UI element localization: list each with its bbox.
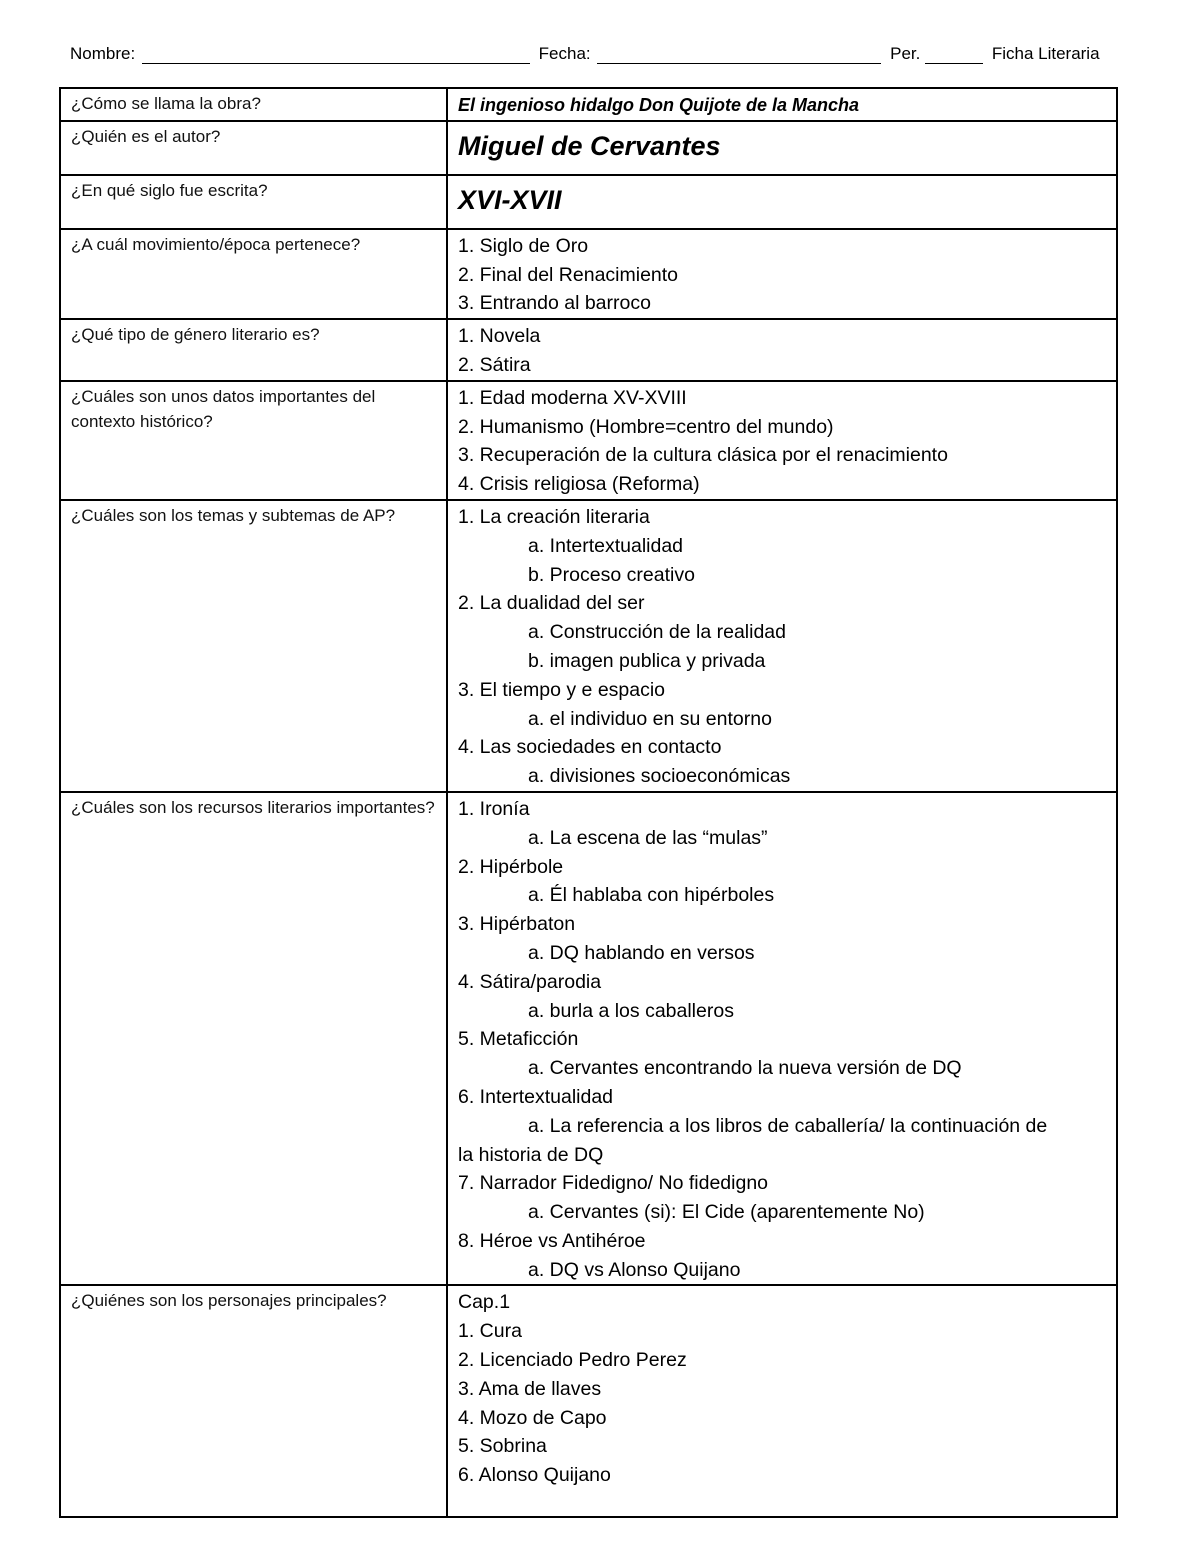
answer-item: 4. Crisis religiosa (Reforma) (458, 473, 700, 496)
answer-item: la historia de DQ (458, 1143, 604, 1166)
answer-subitem: a. Cervantes (si): El Cide (aparentemente No) (528, 1201, 925, 1224)
ficha-literaria-label: Ficha Literaria (991, 44, 1100, 63)
table-row (60, 1285, 1117, 1517)
fecha-field[interactable] (597, 45, 881, 64)
question-cell: ¿Cómo se llama la obra? (60, 88, 447, 121)
answer-subitem: b. Proceso creativo (528, 563, 695, 586)
answer-item: 1. Ironía (458, 797, 530, 820)
answer-cell (447, 381, 1117, 500)
answer-item: 5. Sobrina (458, 1435, 547, 1458)
answer-subitem: a. el individuo en su entorno (528, 707, 772, 730)
answer-item: 8. Héroe vs Antihéroe (458, 1229, 646, 1252)
answer-item: 5. Metaficción (458, 1028, 579, 1051)
answer-subitem: a. La referencia a los libros de caballería/ la continuación de (528, 1114, 1048, 1137)
answer-cell (447, 88, 1117, 121)
answer-item: 6. Alonso Quijano (458, 1464, 611, 1487)
answer-item: 4. Las sociedades en contacto (458, 736, 722, 759)
work-title: El ingenioso hidalgo Don Quijote de la Mancha (458, 95, 860, 115)
answer-item: 3. Entrando al barroco (458, 292, 651, 315)
answer-item: 1. Novela (458, 325, 541, 348)
fecha-label: Fecha: (538, 44, 591, 63)
question-cell: ¿Cuáles son los recursos literarios importantes? (60, 792, 447, 1286)
table-row (60, 175, 1117, 229)
answer-cell (447, 175, 1117, 229)
answer-item: 3. Recuperación de la cultura clásica por el renacimiento (458, 444, 948, 467)
ficha-table (59, 87, 1118, 1518)
table-row (60, 88, 1117, 121)
answer-subitem: a. Cervantes encontrando la nueva versión de DQ (528, 1057, 962, 1080)
question-cell: ¿Qué tipo de género literario es? (60, 319, 447, 381)
answer-subitem: b. imagen publica y privada (528, 649, 766, 672)
answer-item: 2. Hipérbole (458, 855, 564, 878)
answer-subitem: a. Él hablaba con hipérboles (528, 884, 775, 907)
answer-item: 6. Intertextualidad (458, 1085, 614, 1108)
answer-item: 2. Sátira (458, 353, 531, 376)
answer-cell (447, 792, 1117, 1286)
answer-item: 7. Narrador Fidedigno/ No fidedigno (458, 1172, 769, 1195)
answer-subitem: a. Construcción de la realidad (528, 621, 786, 644)
question-cell: ¿Cuáles son los temas y subtemas de AP? (60, 500, 447, 792)
answer-subitem: a. Intertextualidad (528, 534, 684, 557)
question-cell: ¿Quién es el autor? (60, 121, 447, 175)
table-row (60, 500, 1117, 792)
answer-cell (447, 229, 1117, 319)
table-row (60, 229, 1117, 319)
answer-item: 1. Siglo de Oro (458, 234, 589, 257)
question-cell: ¿A cuál movimiento/época pertenece? (60, 229, 447, 319)
answer-item: 3. Ama de llaves (458, 1377, 602, 1400)
answer-subitem: a. DQ vs Alonso Quijano (528, 1258, 741, 1281)
author-name: Miguel de Cervantes (458, 130, 721, 161)
answer-subitem: a. DQ hablando en versos (528, 941, 755, 964)
table-row (60, 381, 1117, 500)
question-cell: ¿Quiénes son los personajes principales? (60, 1285, 447, 1517)
answer-item: 2. La dualidad del ser (458, 592, 645, 615)
nombre-field[interactable] (142, 45, 530, 64)
answer-subitem: a. burla a los caballeros (528, 999, 734, 1022)
answer-item: 2. Licenciado Pedro Perez (458, 1349, 687, 1372)
answer-item: 2. Final del Renacimiento (458, 263, 679, 286)
nombre-label: Nombre: (70, 44, 136, 63)
question-cell: ¿Cuáles son unos datos importantes del contexto histórico? (60, 381, 447, 500)
answer-subitem: a. La escena de las “mulas” (528, 826, 768, 849)
answer-item: Cap.1 (458, 1291, 511, 1314)
answer-subitem: a. divisiones socioeconómicas (528, 765, 791, 788)
answer-cell (447, 121, 1117, 175)
answer-cell (447, 500, 1117, 792)
answer-item: 1. Edad moderna XV-XVIII (458, 386, 687, 409)
answer-item: 1. La creación literaria (458, 505, 650, 528)
answer-item: 3. Hipérbaton (458, 913, 576, 936)
answer-item: 2. Humanismo (Hombre=centro del mundo) (458, 415, 834, 438)
answer-item: 4. Sátira/parodia (458, 970, 602, 993)
per-label: Per. (890, 44, 921, 63)
table-row (60, 121, 1117, 175)
century: XVI-XVII (458, 184, 562, 215)
header (70, 44, 1130, 70)
question-cell: ¿En qué siglo fue escrita? (60, 175, 447, 229)
table-row (60, 319, 1117, 381)
answer-cell (447, 319, 1117, 381)
answer-item: 1. Cura (458, 1320, 522, 1343)
table-row (60, 792, 1117, 1286)
answer-item: 4. Mozo de Capo (458, 1406, 607, 1429)
answer-cell (447, 1285, 1117, 1517)
per-field[interactable] (925, 45, 983, 64)
answer-item: 3. El tiempo y e espacio (458, 678, 666, 701)
